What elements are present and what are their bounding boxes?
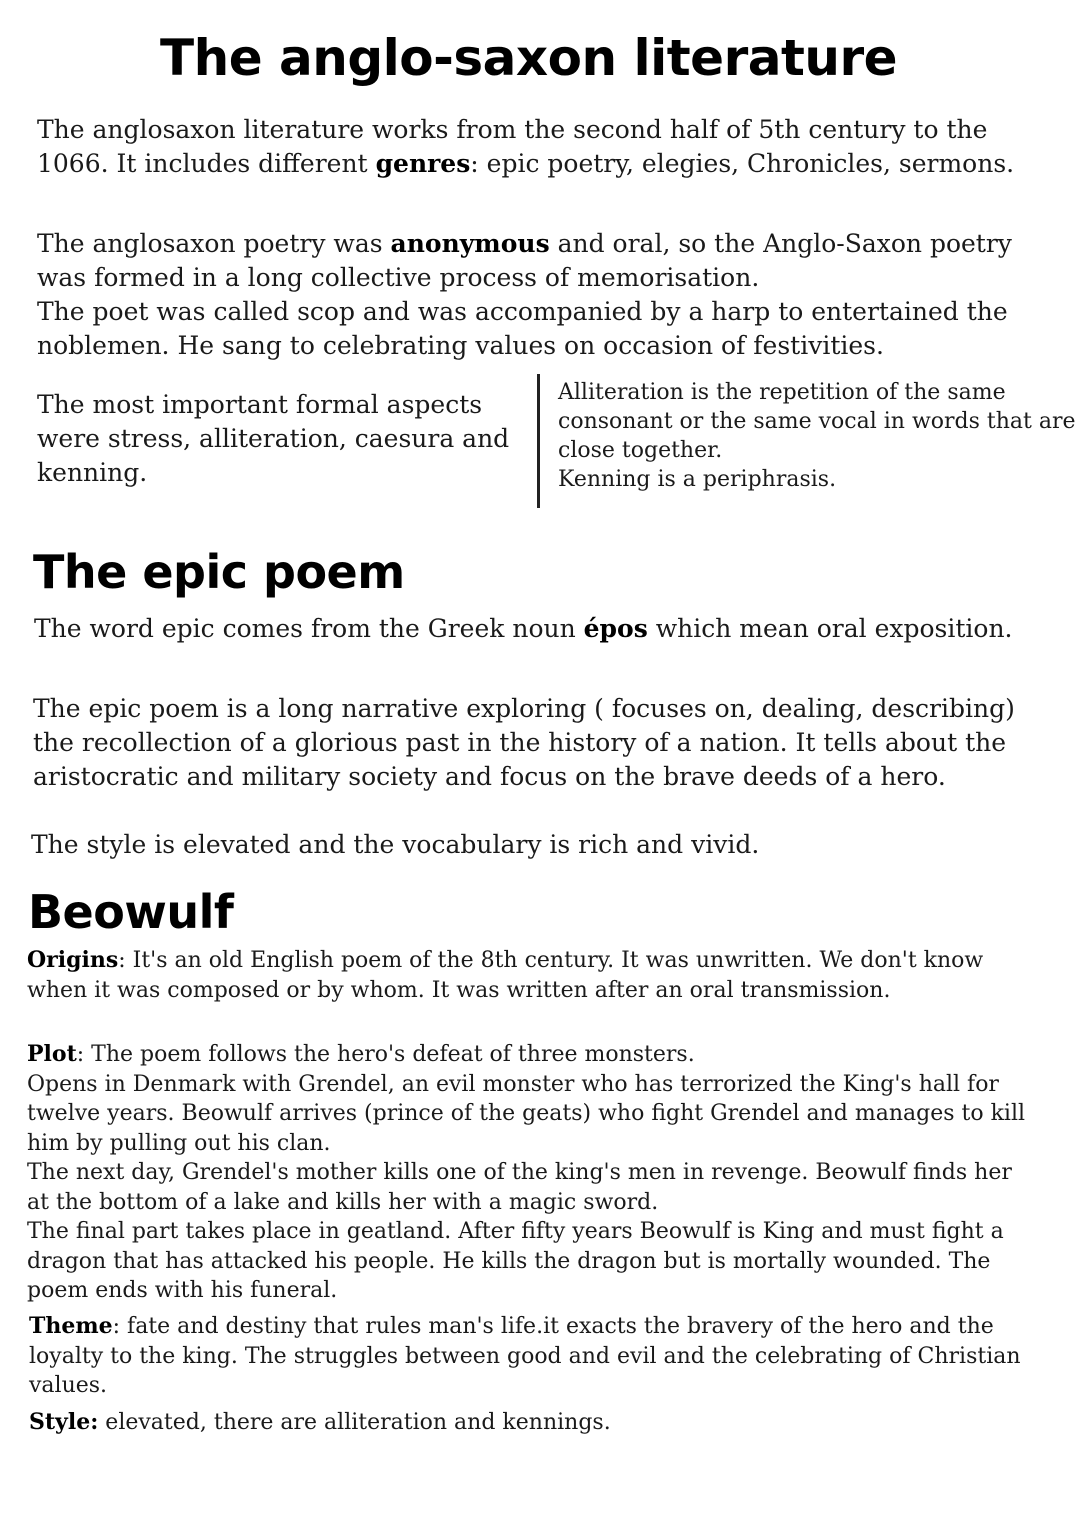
theme-text: : fate and destiny that rules man's life.it exacts the bravery of the hero and the loyalty to the king. The struggles between good and evil and the celebrating of Christian values. <box>29 1314 1021 1398</box>
origins-label: Origins <box>27 947 119 973</box>
intro-p2-text: The anglosaxon poetry was <box>37 229 391 258</box>
plot-label: Plot <box>27 1041 77 1067</box>
plot-grendel-mother: The next day, Grendel's mother kills one of the king's men in revenge. Beowulf finds her at the bottom of a lake and kills her with a magic sword. <box>27 1160 1012 1215</box>
style-text: elevated, there are alliteration and kennings. <box>98 1410 611 1435</box>
beowulf-origins <box>27 946 1027 1005</box>
epic-p1-text: The word epic comes from the Greek noun <box>34 614 584 643</box>
plot-intro <box>27 1040 1027 1070</box>
kenning-definition: Kenning is a periphrasis. <box>558 467 837 492</box>
origins-text: : It's an old English poem of the 8th century. It was unwritten. We don't know when it was composed or by whom. It was written after an oral transmission. <box>27 948 984 1003</box>
beowulf-style <box>29 1408 1029 1438</box>
beowulf-theme <box>29 1312 1029 1401</box>
epic-etymology-paragraph <box>34 612 1044 646</box>
style-label: Style: <box>29 1409 99 1435</box>
aspects-definitions <box>558 378 1078 494</box>
beowulf-plot <box>27 1040 1027 1306</box>
epic-style-paragraph: The style is elevated and the vocabulary is rich and vivid. <box>31 830 760 859</box>
intro-p1-bold: genres <box>375 149 471 178</box>
intro-p1-text-end: : epic poetry, elegies, Chronicles, sermons. <box>470 149 1015 178</box>
beowulf-heading: Beowulf <box>28 885 234 939</box>
epic-p1-text-end: which mean oral exposition. <box>647 614 1013 643</box>
page-title: The anglo-saxon literature <box>160 29 898 87</box>
intro-paragraph-genres <box>37 113 1047 181</box>
plot-text: : The poem follows the hero's defeat of three monsters. <box>76 1042 695 1067</box>
column-divider <box>537 374 540 508</box>
epic-poem-heading: The epic poem <box>33 545 405 599</box>
plot-grendel: Opens in Denmark with Grendel, an evil monster who has terrorized the King's hall for twelve years. Beowulf arrives (prince of the geats) who fight Grendel and manages to kill him by pulling out his clan. <box>27 1071 1026 1156</box>
epic-definition-paragraph: The epic poem is a long narrative exploring ( focuses on, dealing, describing) the recollection of a glorious past in the history of a nation. It tells about the aristocratic and military society and focus on the brave deeds of a hero. <box>33 694 1015 791</box>
intro-paragraph-anonymous <box>37 227 1047 295</box>
formal-aspects-text: The most important formal aspects were stress, alliteration, caesura and kenning. <box>37 390 510 487</box>
plot-dragon: The final part takes place in geatland. After fifty years Beowulf is King and must fight a dragon that has attacked his people. He kills the dragon but is mortally wounded. The poem ends with his funeral. <box>27 1219 1004 1303</box>
intro-paragraph-scop: The poet was called scop and was accompanied by a harp to entertained the noblemen. He sang to celebrating values on occasion of festivities. <box>37 297 1008 360</box>
alliteration-definition: Alliteration is the repetition of the same consonant or the same vocal in words that are close together. <box>558 380 1076 463</box>
epic-p1-bold: épos <box>583 614 648 643</box>
intro-p1-text: The anglosaxon literature works from the second half of 5th century to the 1066. It includes different <box>37 115 988 178</box>
theme-label: Theme <box>29 1313 113 1339</box>
intro-p2-text-end: and oral, so the Anglo-Saxon poetry was formed in a long collective process of memorisation. <box>37 229 1012 292</box>
intro-p2-bold: anonymous <box>390 229 550 258</box>
